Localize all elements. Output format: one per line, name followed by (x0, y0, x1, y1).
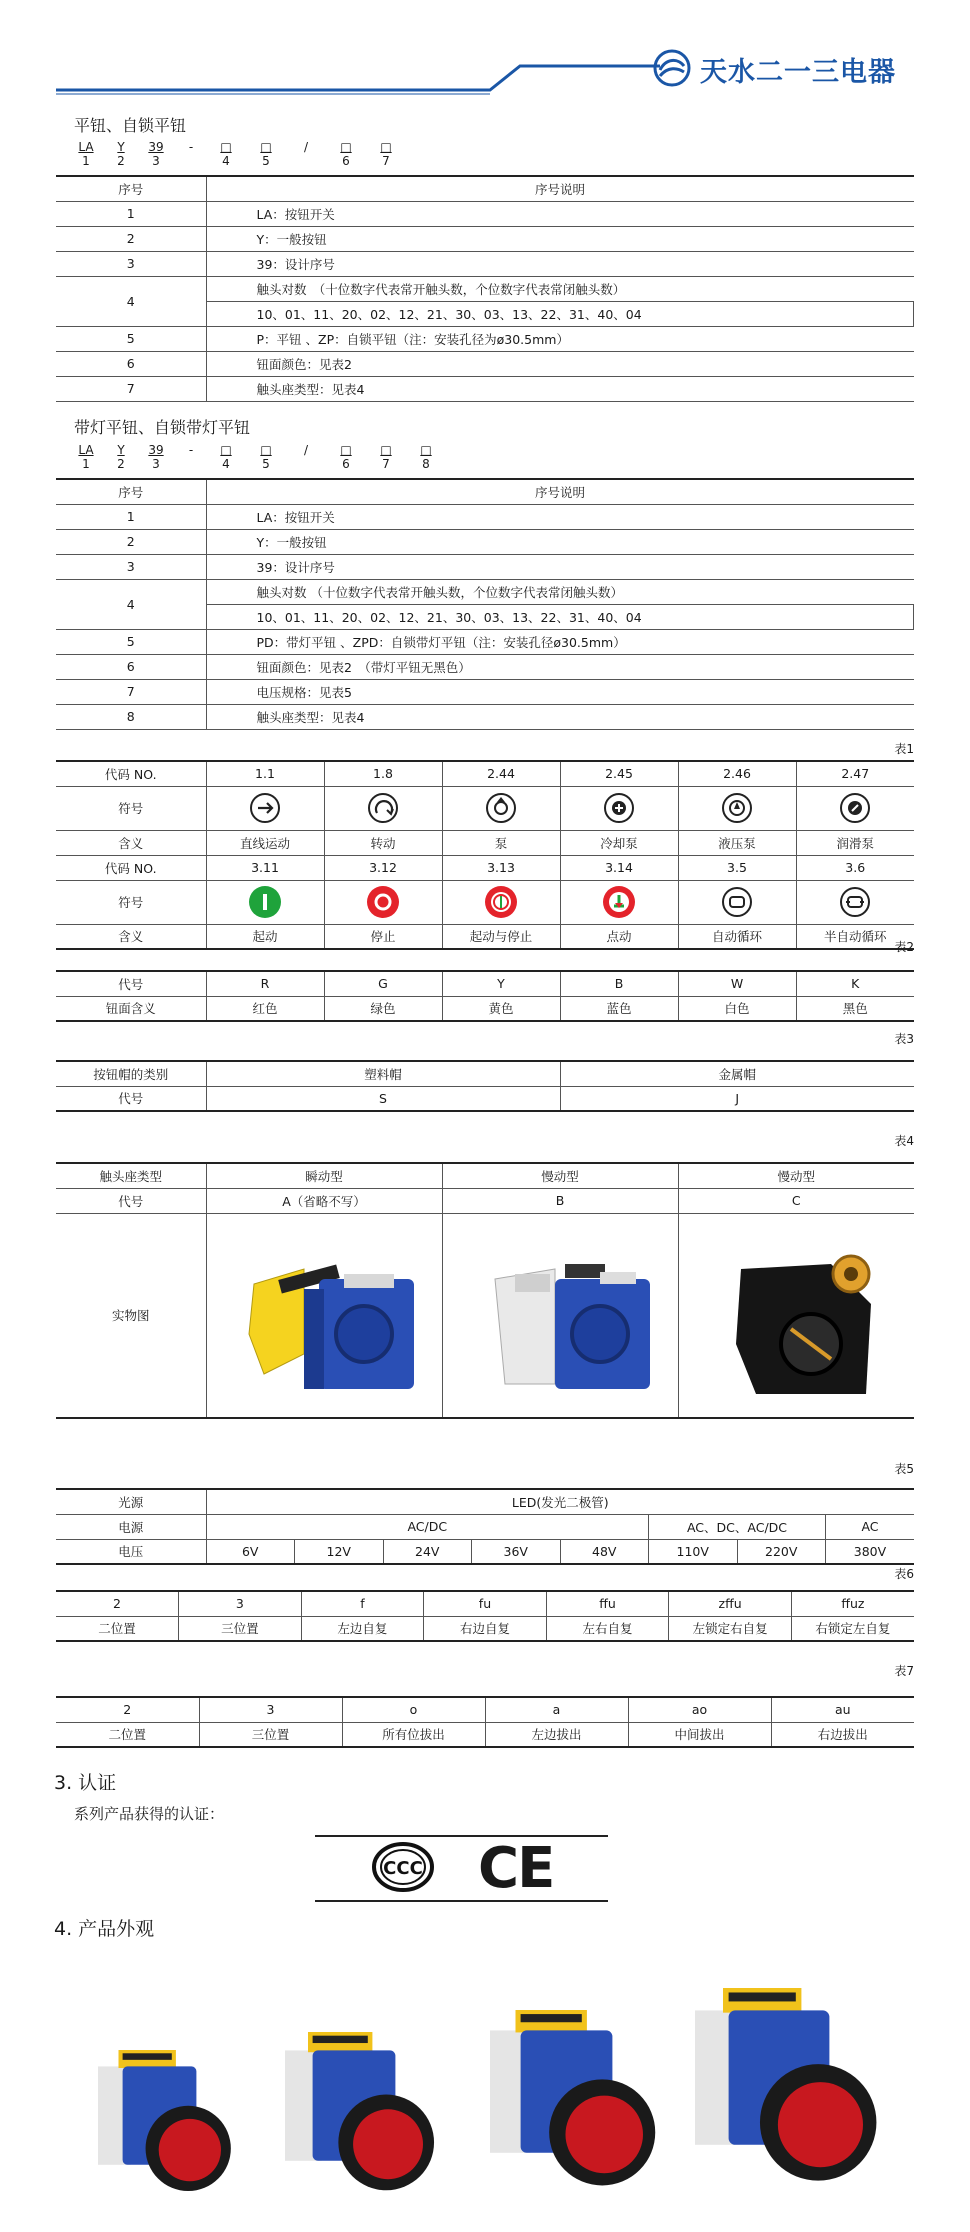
slow-contact-block-b-image (460, 1224, 660, 1404)
contact-block-table (56, 1162, 914, 1419)
table-header: 序号 (56, 479, 206, 504)
table-cell: Y (442, 971, 560, 996)
semi-auto-cycle-icon (840, 887, 870, 917)
table-cell: 白色 (678, 996, 796, 1021)
code-index: 1 (82, 457, 90, 471)
row-index: 6 (56, 351, 206, 376)
row-index: 4 (56, 276, 206, 326)
table-cell: ffuz (791, 1591, 914, 1616)
table-cell: fu (424, 1591, 547, 1616)
cooling-pump-icon (604, 793, 634, 823)
table-cell: W (678, 971, 796, 996)
code-segment: Y (117, 140, 125, 154)
table-cell: f (301, 1591, 424, 1616)
t1-mean: 转动 (324, 830, 442, 855)
selector-position-table (56, 1590, 914, 1642)
row-desc: 10、01、11、20、02、12、21、30、03、13、22、31、40、04 (206, 604, 914, 629)
t1-mean: 起动 (206, 924, 324, 949)
jog-icon (603, 886, 635, 918)
table-cell: 中间拔出 (628, 1722, 771, 1747)
code-index: 8 (422, 457, 430, 471)
product-image-3 (490, 2010, 655, 2185)
table-cell: 36V (472, 1539, 561, 1564)
code-index: 6 (342, 154, 350, 168)
code-segment: □ (380, 140, 392, 154)
linear-motion-icon (250, 793, 280, 823)
table-cell: 钮面含义 (56, 996, 206, 1021)
row-index: 5 (56, 629, 206, 654)
cap-type-table (56, 1060, 914, 1112)
t1-code-label: 代码 NO. (56, 761, 206, 786)
table-cell: 380V (826, 1539, 915, 1564)
product-image-2 (285, 2032, 434, 2190)
code-index: 5 (262, 457, 270, 471)
table-cell: 24V (383, 1539, 472, 1564)
row-desc: 钮面颜色：见表2 （带灯平钮无黑色） (206, 654, 914, 679)
t1-caption: 表1 (894, 742, 914, 756)
t1-code: 2.47 (796, 761, 914, 786)
table-cell: au (771, 1697, 914, 1722)
brand-logo-icon (652, 48, 692, 88)
product-photos (80, 1980, 940, 2225)
code-segment: □ (260, 140, 272, 154)
t5-src: LED(发光二极管) (206, 1489, 914, 1514)
table-header: 序号 (56, 176, 206, 201)
t1-code: 3.13 (442, 855, 560, 880)
row-index: 2 (56, 226, 206, 251)
t1-mean: 停止 (324, 924, 442, 949)
table-cell: 左右自复 (546, 1616, 669, 1641)
slow-contact-block-c-image (696, 1224, 896, 1404)
start-stop-icon (485, 886, 517, 918)
cert-title: 3. 认证 (54, 1772, 117, 1794)
code-index: 5 (262, 154, 270, 168)
t1-mean-label: 含义 (56, 830, 206, 855)
code-segment: 39 (148, 140, 164, 154)
code-index: 2 (117, 154, 125, 168)
table-cell: 110V (649, 1539, 738, 1564)
row-index: 7 (56, 376, 206, 401)
table-cell: A（省略不写） (206, 1188, 442, 1213)
t1-code: 3.5 (678, 855, 796, 880)
t3-caption: 表3 (894, 1032, 914, 1046)
s1-title: 平钮、自锁平钮 (74, 116, 187, 135)
row-desc: 钮面颜色：见表2 (206, 351, 914, 376)
table-cell: 黑色 (796, 996, 914, 1021)
lubrication-pump-icon (840, 793, 870, 823)
row-index: 5 (56, 326, 206, 351)
table-cell: 所有位拔出 (342, 1722, 485, 1747)
s1-table (56, 175, 914, 402)
table-cell: 左边自复 (301, 1616, 424, 1641)
table-cell: 三位置 (199, 1722, 342, 1747)
code-index: 3 (152, 457, 160, 471)
table-cell: 左边拔出 (485, 1722, 628, 1747)
table-cell: 右锁定左自复 (791, 1616, 914, 1641)
t5-caption: 表5 (894, 1462, 914, 1476)
row-desc: 触头座类型：见表4 (206, 704, 914, 729)
row-desc: 39：设计序号 (206, 554, 914, 579)
table-cell: 黄色 (442, 996, 560, 1021)
cert-rule-top (315, 1835, 608, 1837)
t1-code: 2.45 (560, 761, 678, 786)
t1-sym-label: 符号 (56, 880, 206, 924)
table-cell: ffu (546, 1591, 669, 1616)
table-cell: 右边自复 (424, 1616, 547, 1641)
ccc-mark-text: CCC (383, 1858, 423, 1879)
s2-title: 带灯平钮、自锁带灯平钮 (74, 418, 251, 437)
start-icon (249, 886, 281, 918)
row-desc: 触头对数 （十位数字代表常开触头数，个位数字代表常闭触头数） (206, 579, 914, 604)
table-cell: 代号 (56, 1086, 206, 1111)
code-index: 4 (222, 457, 230, 471)
row-index: 1 (56, 504, 206, 529)
code-segment: □ (260, 443, 272, 457)
row-desc: Y：一般按钮 (206, 529, 914, 554)
s2-table (56, 478, 914, 730)
table-cell: G (324, 971, 442, 996)
code-segment: LA (78, 443, 94, 457)
t4-caption: 表4 (894, 1134, 914, 1148)
code-index: 2 (117, 457, 125, 471)
table-cell: 蓝色 (560, 996, 678, 1021)
auto-cycle-icon (722, 887, 752, 917)
row-index: 7 (56, 679, 206, 704)
table-cell: K (796, 971, 914, 996)
row-index: 6 (56, 654, 206, 679)
row-desc: LA：按钮开关 (206, 504, 914, 529)
row-desc: Y：一般按钮 (206, 226, 914, 251)
table-cell: R (206, 971, 324, 996)
table-cell: 瞬动型 (206, 1163, 442, 1188)
table-cell: 12V (295, 1539, 384, 1564)
t1-code: 3.11 (206, 855, 324, 880)
table-header: 序号说明 (206, 479, 914, 504)
table-cell: 48V (560, 1539, 649, 1564)
row-index: 3 (56, 251, 206, 276)
t1-code: 2.46 (678, 761, 796, 786)
pump-icon (486, 793, 516, 823)
t6-caption: 表6 (894, 1567, 914, 1581)
code-segment: □ (220, 140, 232, 154)
product-image-4 (695, 1988, 876, 2181)
t1-mean: 冷却泵 (560, 830, 678, 855)
table-cell: 左锁定右自复 (669, 1616, 792, 1641)
code-segment: - (188, 140, 194, 154)
row-desc: PD：带灯平钮 、ZPD：自锁带灯平钮（注：安装孔径ø30.5mm） (206, 629, 914, 654)
table-cell: 红色 (206, 996, 324, 1021)
t1-code: 3.6 (796, 855, 914, 880)
key-position-table (56, 1696, 914, 1748)
t5-pw-label: 电源 (56, 1514, 206, 1539)
t5-src-label: 光源 (56, 1489, 206, 1514)
row-desc: 10、01、11、20、02、12、21、30、03、13、22、31、40、04 (206, 301, 914, 326)
t7-caption: 表7 (894, 1664, 914, 1678)
cert-rule-bottom (315, 1900, 608, 1902)
code-segment: □ (340, 140, 352, 154)
table-cell: 三位置 (179, 1616, 302, 1641)
t5-v-label: 电压 (56, 1539, 206, 1564)
table-cell: 3 (179, 1591, 302, 1616)
t1-code: 1.1 (206, 761, 324, 786)
t2-caption: 表2 (894, 940, 914, 954)
table-cell: 代号 (56, 1188, 206, 1213)
t1-code: 2.44 (442, 761, 560, 786)
table-cell: 慢动型 (442, 1163, 678, 1188)
code-index: 3 (152, 154, 160, 168)
row-index: 2 (56, 529, 206, 554)
t1-sym-label: 符号 (56, 786, 206, 830)
table-cell: 慢动型 (678, 1163, 914, 1188)
table-cell: 3 (199, 1697, 342, 1722)
instant-contact-block-image (224, 1224, 424, 1404)
table-cell: 塑料帽 (206, 1061, 560, 1086)
t1-mean: 液压泵 (678, 830, 796, 855)
table-cell: ao (628, 1697, 771, 1722)
code-segment: □ (420, 443, 432, 457)
t1-code: 1.8 (324, 761, 442, 786)
hydraulic-pump-icon (722, 793, 752, 823)
table-cell: 按钮帽的类别 (56, 1061, 206, 1086)
table-cell: o (342, 1697, 485, 1722)
rotation-icon (368, 793, 398, 823)
code-segment: Y (117, 443, 125, 457)
row-desc: 电压规格：见表5 (206, 679, 914, 704)
voltage-table (56, 1488, 914, 1565)
t1-mean: 润滑泵 (796, 830, 914, 855)
cert-subtitle: 系列产品获得的认证： (74, 1805, 225, 1823)
table-cell: 右边拔出 (771, 1722, 914, 1747)
table-cell: 绿色 (324, 996, 442, 1021)
code-index: 6 (342, 457, 350, 471)
code-segment: □ (340, 443, 352, 457)
t1-mean: 半自动循环 (796, 924, 914, 949)
table-cell: 二位置 (56, 1616, 179, 1641)
color-table (56, 970, 914, 1022)
table-cell: 220V (737, 1539, 826, 1564)
table-cell: 2 (56, 1697, 199, 1722)
table-cell: J (560, 1086, 914, 1111)
t5-pw: AC (826, 1514, 915, 1539)
t1-mean: 自动循环 (678, 924, 796, 949)
row-desc: LA：按钮开关 (206, 201, 914, 226)
code-segment: 39 (148, 443, 164, 457)
code-index: 7 (382, 457, 390, 471)
t4-img-label: 实物图 (56, 1213, 206, 1418)
code-segment: / (303, 443, 309, 457)
stop-icon (367, 886, 399, 918)
row-desc: 39：设计序号 (206, 251, 914, 276)
t1-code: 3.14 (560, 855, 678, 880)
t1-code-label: 代码 NO. (56, 855, 206, 880)
table-cell: 二位置 (56, 1722, 199, 1747)
row-index: 8 (56, 704, 206, 729)
table-cell: S (206, 1086, 560, 1111)
brand-name: 天水二一三电器 (700, 57, 896, 88)
table-cell: 触头座类型 (56, 1163, 206, 1188)
code-segment: □ (220, 443, 232, 457)
t1-mean: 起动与停止 (442, 924, 560, 949)
t1-mean: 直线运动 (206, 830, 324, 855)
table-header: 序号说明 (206, 176, 914, 201)
row-desc: 触头对数 （十位数字代表常开触头数，个位数字代表常闭触头数） (206, 276, 914, 301)
look-title: 4. 产品外观 (54, 1918, 155, 1940)
ce-mark-icon: CE (478, 1836, 554, 1901)
code-segment: LA (78, 140, 94, 154)
row-index: 1 (56, 201, 206, 226)
table-cell: 代号 (56, 971, 206, 996)
table-cell: 金属帽 (560, 1061, 914, 1086)
product-image-1 (98, 2050, 231, 2191)
table-cell: zffu (669, 1591, 792, 1616)
t5-pw: AC/DC (206, 1514, 649, 1539)
code-segment: □ (380, 443, 392, 457)
table-cell: a (485, 1697, 628, 1722)
code-index: 4 (222, 154, 230, 168)
t5-pw: AC、DC、AC/DC (649, 1514, 826, 1539)
table-cell: 6V (206, 1539, 295, 1564)
row-index: 4 (56, 579, 206, 629)
code-segment: / (303, 140, 309, 154)
row-desc: 触头座类型：见表4 (206, 376, 914, 401)
ccc-mark-icon (372, 1841, 434, 1893)
t1-code: 3.12 (324, 855, 442, 880)
table-cell: B (442, 1188, 678, 1213)
row-index: 3 (56, 554, 206, 579)
t1-mean: 泵 (442, 830, 560, 855)
t1-mean: 点动 (560, 924, 678, 949)
symbol-table (56, 760, 914, 950)
table-cell: 2 (56, 1591, 179, 1616)
code-index: 7 (382, 154, 390, 168)
code-segment: - (188, 443, 194, 457)
table-cell: C (678, 1188, 914, 1213)
row-desc: P：平钮 、ZP：自锁平钮（注：安装孔径为ø30.5mm） (206, 326, 914, 351)
table-cell: B (560, 971, 678, 996)
t1-mean-label: 含义 (56, 924, 206, 949)
code-index: 1 (82, 154, 90, 168)
